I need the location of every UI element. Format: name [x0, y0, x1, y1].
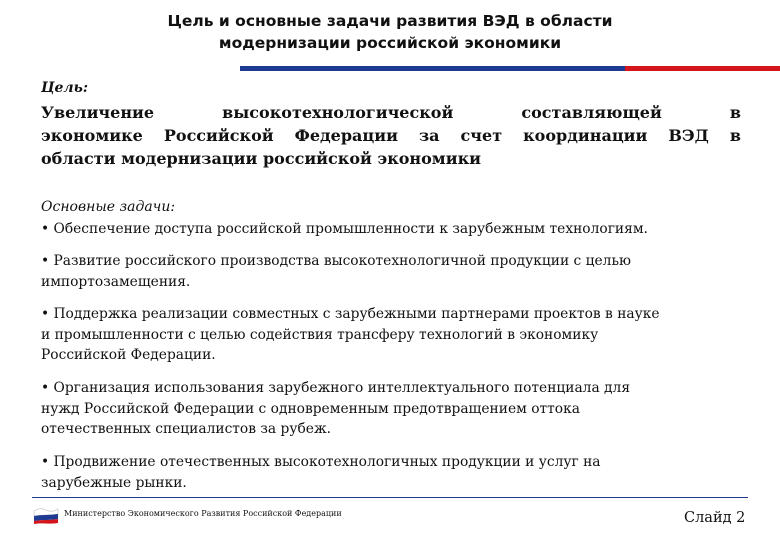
goal-label: Цель:: [41, 80, 89, 96]
task-item-3-line-3: Российской Федерации.: [41, 347, 216, 363]
task-item-2-line-1: • Развитие российского производства высокотехнологичной продукции с целью: [41, 253, 631, 269]
task-item-2-line-2: импортозамещения.: [41, 273, 191, 290]
goal-text: [41, 101, 741, 170]
slide-number: Слайд 2: [684, 510, 746, 526]
task-item-2: [41, 251, 751, 292]
task-item-1-line-1: • Обеспечение доступа российской промышленности к зарубежным технологиям.: [41, 221, 648, 237]
task-item-3: [41, 304, 751, 366]
task-item-4: [41, 378, 751, 440]
task-item-3-line-2: и промышленности с целью содействия трансферу технологий в экономику: [41, 326, 599, 343]
russian-flag-logo-icon: [33, 506, 59, 524]
header-stripe-white: [0, 66, 240, 71]
tasks-label-colon: :: [170, 199, 176, 215]
task-item-4-line-2: нужд Российской Федерации с одновременным предотвращением оттока: [41, 400, 580, 417]
task-item-4-line-3: отечественных специалистов за рубеж.: [41, 421, 332, 437]
slide-title-line-1: Цель и основные задачи развития ВЭД в области: [167, 12, 613, 30]
header-stripe-blue: [240, 66, 625, 71]
task-item-4-line-1: • Организация использования зарубежного интеллектуального потенциала для: [41, 380, 631, 396]
tasks-label-text: Основные задачи: [41, 199, 171, 215]
task-item-5-line-1: • Продвижение отечественных высокотехнологичных продукции и услуг на: [41, 454, 601, 470]
task-item-5: [41, 452, 751, 493]
task-item-5-line-2: зарубежные рынки.: [41, 474, 187, 491]
tasks-label: [41, 197, 175, 217]
footer-divider: [32, 497, 748, 498]
goal-line-1: Увеличение высокотехнологической составляющей в: [41, 103, 741, 122]
ministry-name: Министерство Экономического Развития Российской Федерации: [64, 509, 342, 518]
task-item-3-line-1: • Поддержка реализации совместных с зарубежными партнерами проектов в науке: [41, 306, 660, 322]
header-stripe-red: [625, 66, 780, 71]
goal-line-2: экономике Российской Федерации за счет координации ВЭД в: [41, 126, 741, 145]
goal-line-3: области модернизации российской экономики: [41, 149, 481, 168]
task-item-1: [41, 219, 751, 240]
slide-title-line-2: модернизации российской экономики: [218, 34, 562, 52]
slide-title: [0, 10, 780, 54]
